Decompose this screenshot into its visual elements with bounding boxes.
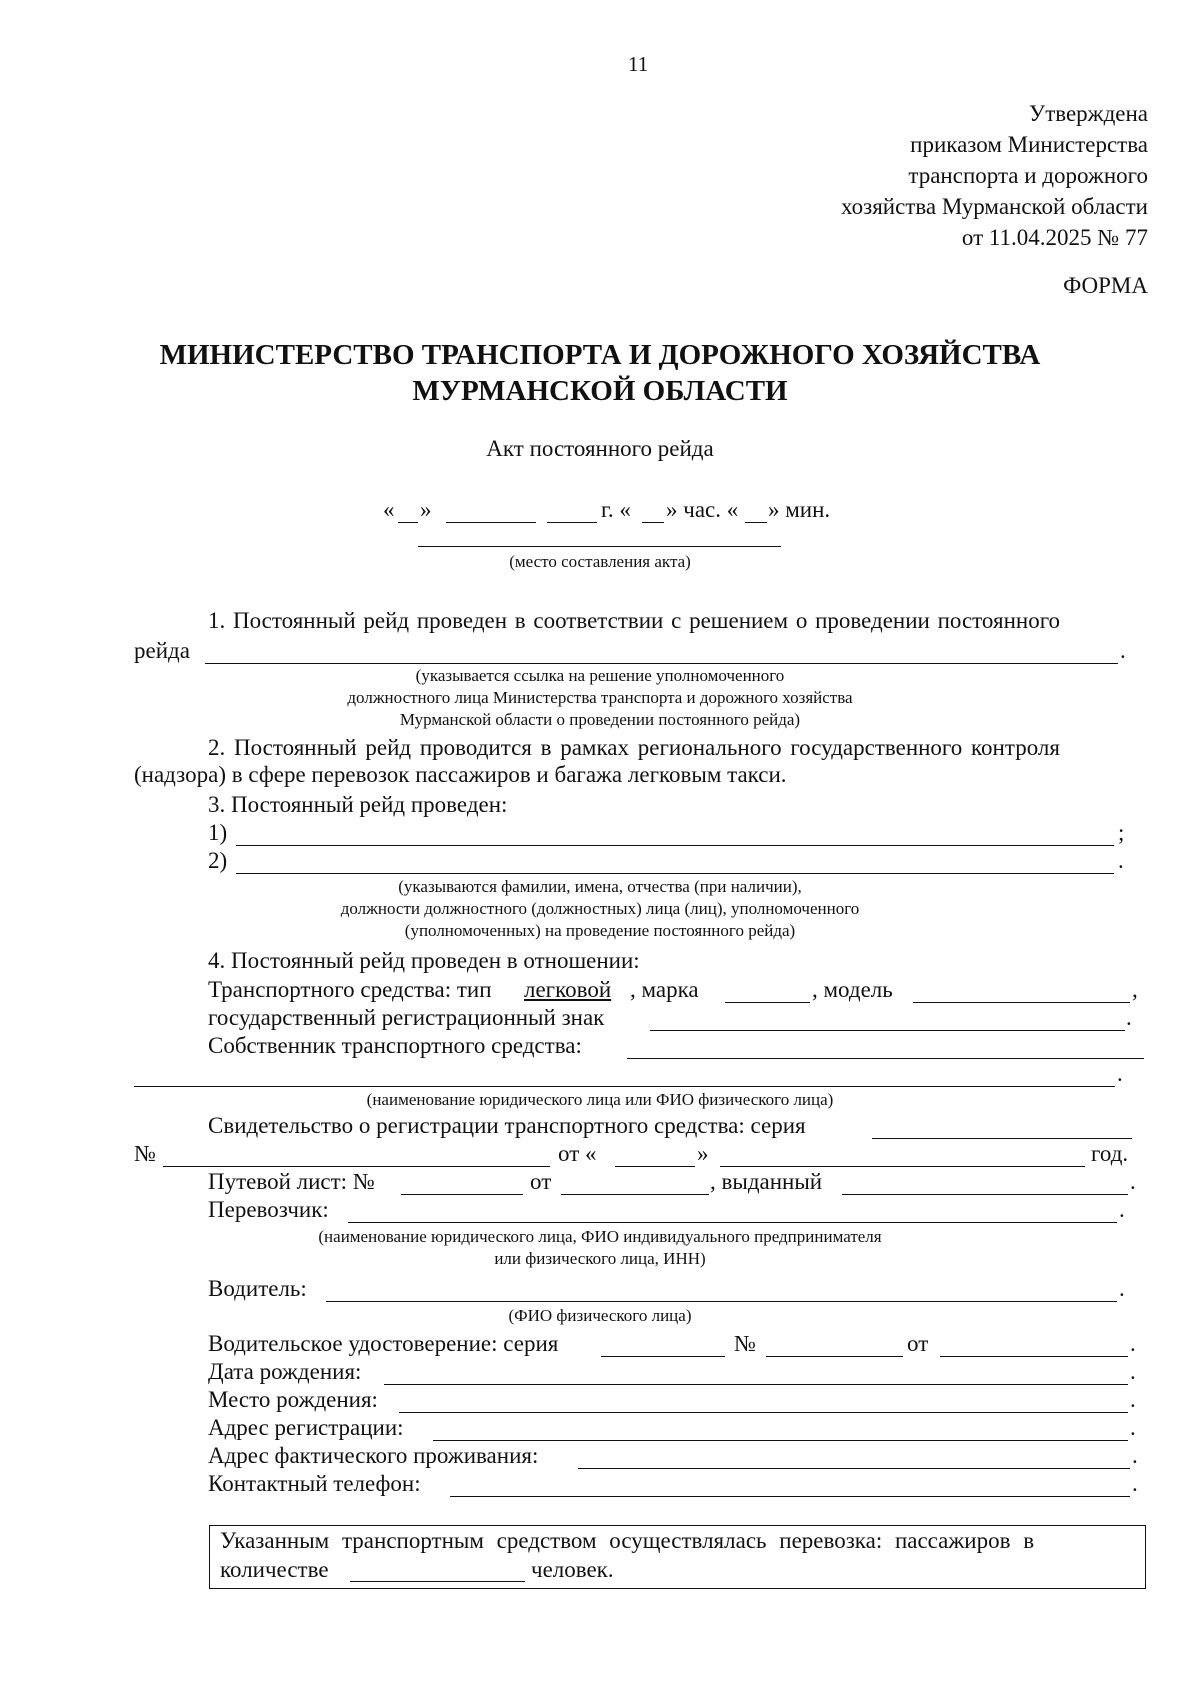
date-open-quote: « (383, 497, 395, 522)
hour-field[interactable] (642, 522, 664, 523)
section1-note-3: Мурманской области о проведении постоянного рейда) (399, 710, 801, 729)
section4-title: 4. Постоянный рейд проведен в отношении: (208, 948, 640, 973)
registration-cert-close-quote: » (697, 1141, 709, 1166)
birth-date-field[interactable] (384, 1384, 1128, 1385)
license-label: Водительское удостоверение: серия (208, 1331, 559, 1356)
approval-line-4: хозяйства Мурманской области (841, 194, 1148, 219)
section1-end: . (1120, 638, 1126, 663)
registration-cert-number-field[interactable] (163, 1166, 550, 1167)
registration-cert-number-label: № (134, 1141, 156, 1166)
waybill-number-field[interactable] (401, 1194, 523, 1195)
vehicle-brand-field[interactable] (725, 1002, 810, 1003)
year-field[interactable] (547, 522, 597, 523)
section2-line2: (надзора) в сфере перевозок пассажиров и багажа легковым такси. (134, 762, 787, 787)
inspector-2-field[interactable] (236, 873, 1114, 874)
waybill-end: . (1130, 1169, 1136, 1194)
birth-date-end: . (1130, 1359, 1136, 1384)
passenger-count-field[interactable] (350, 1581, 525, 1582)
form-label: ФОРМА (1063, 273, 1148, 298)
section1-note-1: (указывается ссылка на решение уполномоченного (415, 666, 785, 685)
page-number: 11 (628, 52, 649, 76)
registration-address-field[interactable] (433, 1440, 1128, 1441)
owner-field-2[interactable] (134, 1086, 1115, 1087)
year-open-label: г. « (601, 497, 631, 522)
actual-address-end: . (1132, 1443, 1138, 1468)
phone-end: . (1132, 1471, 1138, 1496)
section2-line1: 2. Постоянный рейд проводится в рамках регионального государственного контроля (208, 735, 1060, 760)
place-field[interactable] (418, 546, 781, 547)
owner-field-1[interactable] (627, 1058, 1144, 1059)
registration-cert-month-year-field[interactable] (720, 1166, 1085, 1167)
driver-end: . (1119, 1276, 1125, 1301)
approval-line-5: от 11.04.2025 № 77 (961, 225, 1148, 250)
day-field[interactable] (398, 522, 418, 523)
inspector-1-label: 1) (208, 820, 228, 845)
license-date-label: от (907, 1331, 929, 1356)
waybill-date-label: от (530, 1169, 552, 1194)
birth-place-field[interactable] (399, 1412, 1128, 1413)
approval-line-2: приказом Министерства (910, 132, 1148, 157)
inspector-2-label: 2) (208, 848, 228, 873)
section3-title: 3. Постоянный рейд проведен: (208, 792, 508, 817)
birth-date-label: Дата рождения: (208, 1359, 362, 1384)
registration-cert-series-field[interactable] (872, 1138, 1132, 1139)
section1-note-2: должностного лица Министерства транспорта и дорожного хозяйства (347, 688, 853, 707)
license-end: . (1130, 1331, 1136, 1356)
inspector-1-field[interactable] (236, 845, 1114, 846)
waybill-issued-label: , выданный (710, 1169, 823, 1194)
waybill-label: Путевой лист: № (208, 1169, 375, 1194)
month-field[interactable] (446, 522, 536, 523)
carrier-field[interactable] (348, 1222, 1117, 1223)
vehicle-type-label: Транспортного средства: тип (208, 977, 492, 1002)
driver-field[interactable] (326, 1301, 1117, 1302)
registration-cert-year-label: год. (1091, 1141, 1129, 1166)
vehicle-brand-label: , марка (630, 977, 699, 1002)
license-series-field[interactable] (601, 1356, 725, 1357)
box-line-2-prefix: количестве (220, 1557, 329, 1582)
reg-sign-field[interactable] (650, 1030, 1125, 1031)
phone-field[interactable] (450, 1496, 1130, 1497)
title-line-2: МУРМАНСКОЙ ОБЛАСТИ (412, 375, 788, 407)
registration-cert-date-label: от « (558, 1141, 597, 1166)
carrier-note-1: (наименование юридического лица, ФИО индивидуального предпринимателя (318, 1227, 882, 1246)
birth-place-end: . (1130, 1387, 1136, 1412)
license-number-label: № (734, 1331, 756, 1356)
inspector-1-end: ; (1118, 820, 1125, 845)
vehicle-model-end: , (1132, 977, 1138, 1002)
carrier-end: . (1119, 1197, 1125, 1222)
registration-cert-day-field[interactable] (615, 1166, 695, 1167)
minute-label: » мин. (768, 497, 831, 522)
approval-block (841, 98, 1148, 253)
date-close-quote: » (420, 497, 432, 522)
registration-address-label: Адрес регистрации: (208, 1415, 404, 1440)
vehicle-model-label: , модель (812, 977, 893, 1002)
birth-place-label: Место рождения: (208, 1387, 378, 1412)
actual-address-field[interactable] (578, 1468, 1130, 1469)
registration-address-end: . (1130, 1415, 1136, 1440)
decision-reference-field[interactable] (205, 663, 1118, 664)
vehicle-model-field[interactable] (913, 1002, 1130, 1003)
title-line-1: МИНИСТЕРСТВО ТРАНСПОРТА И ДОРОЖНОГО ХОЗЯЙСТВА (159, 339, 1041, 371)
license-date-field[interactable] (940, 1356, 1128, 1357)
vehicle-type-value: легковой (524, 977, 612, 1002)
section3-note-2: должности должностного (должностных) лица (лиц), уполномоченного (340, 899, 860, 918)
section1-line1: 1. Постоянный рейд проведен в соответствии с решением о проведении постоянного (208, 608, 1061, 633)
approval-line-3: транспорта и дорожного (908, 163, 1148, 188)
driver-label: Водитель: (208, 1276, 307, 1301)
hour-label: » час. « (666, 497, 739, 522)
act-subtitle: Акт постоянного рейда (486, 436, 714, 461)
phone-label: Контактный телефон: (208, 1471, 421, 1496)
owner-end: . (1117, 1061, 1123, 1086)
section3-note-1: (указываются фамилии, имена, отчества (при наличии), (398, 877, 802, 896)
minute-field[interactable] (745, 522, 767, 523)
box-line-1: Указанным транспортным средством осуществлялась перевозка: пассажиров в (220, 1528, 1035, 1553)
actual-address-label: Адрес фактического проживания: (208, 1443, 539, 1468)
inspector-2-end: . (1118, 848, 1124, 873)
section3-note-3: (уполномоченных) на проведение постоянного рейда) (404, 921, 796, 940)
driver-note: (ФИО физического лица) (508, 1306, 692, 1325)
reg-sign-end: . (1126, 1005, 1132, 1030)
owner-note: (наименование юридического лица или ФИО физического лица) (366, 1090, 834, 1109)
ministry-title (0, 337, 1200, 409)
box-line-2-suffix: человек. (531, 1557, 614, 1582)
waybill-date-field[interactable] (561, 1194, 709, 1195)
reg-sign-label: государственный регистрационный знак (208, 1005, 605, 1030)
approval-line-1: Утверждена (1028, 101, 1148, 126)
section1-line2: рейда (134, 638, 190, 663)
waybill-issued-field[interactable] (842, 1194, 1128, 1195)
carrier-note-2: или физического лица, ИНН) (494, 1249, 706, 1268)
place-caption: (место составления акта) (509, 552, 691, 571)
license-number-field[interactable] (766, 1356, 903, 1357)
registration-cert-label: Свидетельство о регистрации транспортного средства: серия (208, 1113, 806, 1138)
carrier-label: Перевозчик: (208, 1197, 329, 1222)
owner-label: Собственник транспортного средства: (208, 1033, 582, 1058)
